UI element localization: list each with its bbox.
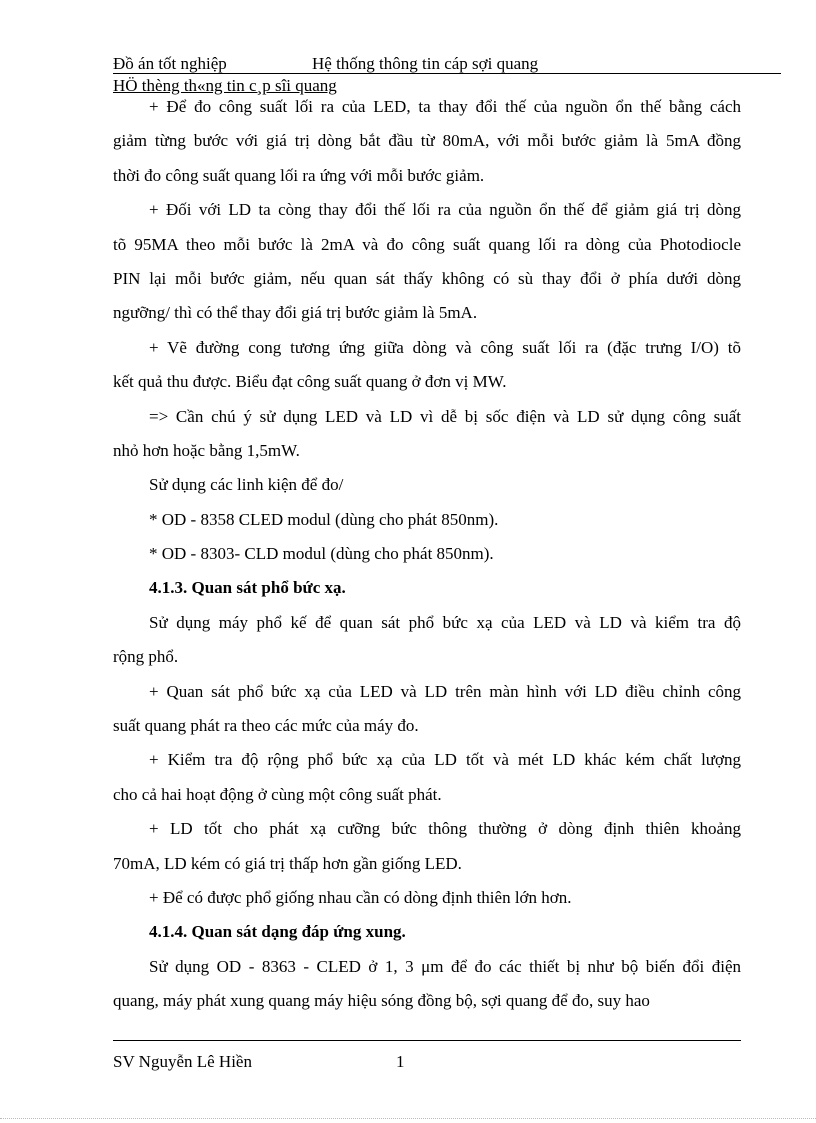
body-line: + LD tốt cho phát xạ cưỡng bức thông thường ở dòng định thiên khoảng xyxy=(149,819,741,839)
footer-author: SV Nguyễn Lê Hiền xyxy=(113,1052,252,1071)
body-line: + Quan sát phổ bức xạ của LED và LD trên màn hình với LD điều chỉnh công xyxy=(149,681,741,701)
body-line: + Kiểm tra độ rộng phổ bức xạ của LD tốt và mét LD khác kém chất lượng xyxy=(149,750,741,770)
body-line: 70mA, LD kém có giá trị thấp hơn gần giống LED. xyxy=(113,853,462,873)
page-header xyxy=(113,54,781,74)
body-line: ngưỡng/ thì có thể thay đổi giá trị bước giảm là 5mA. xyxy=(113,303,478,323)
page-bottom-dotted-line xyxy=(0,1118,816,1119)
body-line: rộng phổ. xyxy=(113,647,179,667)
body-line: Sử dụng OD - 8363 - CLED ở 1, 3 μm để đo các thiết bị như bộ biến đổi điện xyxy=(149,956,741,976)
body-line: thời đo công suất quang lối ra ứng với mỗi bước giảm. xyxy=(113,165,485,185)
body-line: + Vẽ đường cong tương ứng giữa dòng và công suất lối ra (đặc trưng I/O) tõ xyxy=(149,337,741,357)
document-body xyxy=(113,90,741,1019)
body-line: + Để đo công suất lối ra của LED, ta thay đổi thế của nguồn ổn thế bằng cách xyxy=(149,97,741,116)
header-subtitle: HÖ thèng th«ng tin c¸p sîi quang xyxy=(113,76,337,95)
section-heading-4-1-3: 4.1.3. Quan sát phổ bức xạ. xyxy=(149,578,346,598)
body-line: tõ 95MA theo mỗi bước là 2mA và đo công suất quang lối ra dòng của Photodiocle xyxy=(113,234,741,254)
body-line: PIN lại mỗi bước giảm, nếu quan sát thấy không có sù thay đổi ở phía dưới dòng xyxy=(113,268,741,288)
header-right-title: Hệ thống thông tin cáp sợi quang xyxy=(312,54,539,73)
body-line: nhỏ hơn hoặc bằng 1,5mW. xyxy=(113,440,300,460)
body-line: Sử dụng máy phổ kế để quan sát phổ bức xạ của LED và LD và kiểm tra độ xyxy=(149,612,741,632)
body-line: + Để có được phổ giống nhau cần có dòng định thiên lớn hơn. xyxy=(149,887,572,907)
body-line: kết quả thu được. Biểu đạt công suất quang ở đơn vị MW. xyxy=(113,372,507,392)
body-line: * OD - 8358 CLED modul (dùng cho phát 850nm). xyxy=(149,509,499,529)
body-line: => Cần chú ý sử dụng LED và LD vì dễ bị sốc điện và LD sử dụng công suất xyxy=(149,406,741,426)
body-line: * OD - 8303- CLD modul (dùng cho phát 850nm). xyxy=(149,544,494,564)
section-heading-4-1-4: 4.1.4. Quan sát dạng đáp ứng xung. xyxy=(149,922,406,942)
footer-rule xyxy=(113,1040,741,1041)
header-left-title: Đồ án tốt nghiệp xyxy=(113,54,227,73)
body-line: + Đối với LD ta còng thay đổi thế lối ra của nguồn ổn thế để giảm giá trị dòng xyxy=(149,200,741,220)
body-line: quang, máy phát xung quang máy hiệu sóng đồng bộ, sợi quang để đo, suy hao xyxy=(113,991,650,1011)
page-number: 1 xyxy=(396,1052,405,1071)
body-line: suất quang phát ra theo các mức của máy đo. xyxy=(113,716,419,736)
body-line: cho cả hai hoạt động ở cùng một công suất phát. xyxy=(113,784,442,804)
body-line: giảm từng bước với giá trị dòng bắt đầu từ 80mA, với mỗi bước giảm là 5mA đồng xyxy=(113,131,741,151)
body-line: Sử dụng các linh kiện để đo/ xyxy=(149,475,344,495)
